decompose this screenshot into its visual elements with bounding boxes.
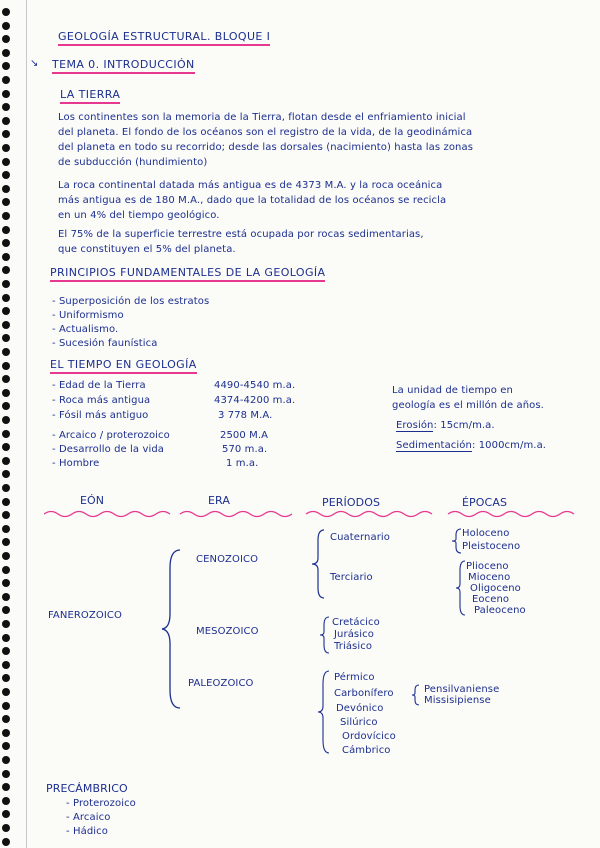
tiempo-row-value: 1 m.a. [226,458,259,469]
mesozoico-brace [318,616,332,654]
scale-header-epocas: ÉPOCAS [462,496,508,509]
scale-header-eon: EÓN [80,494,105,507]
la-tierra-p1-line4: de subducción (hundimiento) [58,157,208,168]
binder-hole [2,348,10,356]
binder-hole [2,62,10,70]
binder-hole [2,457,10,465]
epoca-item: Pleistoceno [462,541,521,552]
binder-hole [2,443,10,451]
carbonifero-sub: Missisipiense [424,695,491,706]
la-tierra-p3-line2: que constituyen el 5% del planeta. [58,244,236,255]
binder-hole [2,729,10,737]
paleozoico-brace [316,670,332,754]
tiempo-row-label: - Roca más antigua [52,395,151,406]
binder-hole [2,362,10,370]
erosion-rate: Erosión: 15cm/m.a. [396,420,495,431]
binder-hole [2,688,10,696]
binder-hole [2,22,10,30]
principio-item: - Actualismo. [52,324,119,335]
tiempo-row-label: - Edad de la Tierra [52,380,146,391]
binder-hole [2,416,10,424]
binder-hole [2,593,10,601]
binder-hole [2,674,10,682]
eon-fanerozoico: FANEROZOICO [48,610,122,621]
binder-hole [2,702,10,710]
la-tierra-p1-line1: Los continentes son la memoria de la Tierra, flotan desde el enfriamiento inicial [58,112,466,123]
binder-hole [2,280,10,288]
precambrico-item: - Proterozoico [66,798,136,809]
binder-holes [0,0,14,848]
binder-hole [2,783,10,791]
binder-hole [2,307,10,315]
binder-hole [2,239,10,247]
cenozoico-brace [310,528,328,600]
la-tierra-heading: LA TIERRA [60,88,120,101]
binder-hole [2,103,10,111]
precambrico-heading: PRECÁMBRICO [46,782,128,795]
binder-hole [2,715,10,723]
la-tierra-p2-line1: La roca continental datada más antigua es de 4373 M.A. y la roca oceánica [58,180,443,191]
arrow-mark-icon: ↘ [30,58,39,69]
periodo-cuaternario: Cuaternario [330,532,391,543]
binder-hole [2,824,10,832]
binder-hole [2,402,10,410]
carbonifero-brace [410,684,422,706]
binder-hole [2,770,10,778]
course-title: GEOLOGÍA ESTRUCTURAL. BLOQUE I [58,30,270,43]
binder-hole [2,661,10,669]
binder-hole [2,552,10,560]
principio-item: - Sucesión faunística [52,338,158,349]
binder-hole [2,647,10,655]
era-mesozoico: MESOZOICO [196,626,259,637]
binder-hole [2,253,10,261]
periodo-item: Triásico [334,641,373,652]
periodo-item: Cretácico [332,617,380,628]
binder-hole [2,130,10,138]
tiempo-heading: EL TIEMPO EN GEOLOGÍA [50,358,197,371]
binder-hole [2,266,10,274]
era-cenozoico: CENOZOICO [196,554,259,565]
binder-hole [2,35,10,43]
periodo-item: Silúrico [340,717,378,728]
binder-hole [2,198,10,206]
binder-hole [2,756,10,764]
periodo-item: Ordovícico [342,731,396,742]
binder-hole [2,538,10,546]
periodo-item: Cámbrico [342,745,391,756]
binder-hole [2,334,10,342]
la-tierra-p3-line1: El 75% de la superficie terrestre está ocupada por rocas sedimentarias, [58,229,424,240]
tiempo-row-value: 570 m.a. [222,444,268,455]
la-tierra-p1-line3: del planeta en todo su recorrido; desde las dorsales (nacimiento) hasta las zonas [58,142,474,153]
era-paleozoico: PALEOZOICO [188,678,254,689]
binder-hole [2,49,10,57]
epoca-item: Holoceno [462,528,510,539]
precambrico-item: - Hádico [66,826,108,837]
binder-hole [2,389,10,397]
periodo-item: Carbonífero [334,688,394,699]
binder-hole [2,158,10,166]
epoca-item: Paleoceno [474,605,526,616]
binder-hole [2,579,10,587]
epoca-item: Mioceno [468,572,511,583]
binder-hole [2,226,10,234]
la-tierra-p2-line3: en un 4% del tiempo geológico. [58,210,220,221]
carbonifero-sub: Pensilvaniense [424,684,500,695]
binder-hole [2,606,10,614]
fanerozoico-brace [160,548,184,710]
binder-hole [2,797,10,805]
binder-hole [2,185,10,193]
binder-hole [2,321,10,329]
binder-hole [2,90,10,98]
tiempo-row-value: 4490-4540 m.a. [214,380,296,391]
scale-header-periodos: PERÍODOS [322,496,381,509]
epoca-item: Eoceno [472,594,510,605]
binder-hole [2,117,10,125]
binder-hole [2,742,10,750]
binder-hole [2,838,10,846]
tiempo-note-line2: geología es el millón de años. [392,400,544,411]
tiempo-note-line1: La unidad de tiempo en [392,385,513,396]
principios-heading: PRINCIPIOS FUNDAMENTALES DE LA GEOLOGÍA [50,266,325,279]
binder-hole [2,810,10,818]
periodo-item: Pérmico [334,672,375,683]
principio-item: - Uniformismo [52,310,124,321]
sedimentacion-rate: Sedimentación: 1000cm/m.a. [396,440,547,451]
binder-hole [2,634,10,642]
binder-hole [2,484,10,492]
binder-hole [2,620,10,628]
la-tierra-p2-line2: más antigua es de 180 M.A., dado que la totalidad de los océanos se recicla [58,195,447,206]
la-tierra-p1-line2: del planeta. El fondo de los océanos son el registro de la vida, de la geodinámica [58,127,473,138]
binder-hole [2,76,10,84]
binder-hole [2,430,10,438]
periodo-terciario: Terciario [330,572,373,583]
periodo-item: Jurásico [334,629,374,640]
periodo-item: Devónico [336,703,384,714]
binder-hole [2,294,10,302]
margin-line [26,0,27,848]
tiempo-row-label: - Hombre [52,458,100,469]
tiempo-row-value: 3 778 M.A. [218,410,273,421]
binder-hole [2,212,10,220]
tiempo-row-value: 4374-4200 m.a. [214,395,296,406]
binder-hole [2,171,10,179]
binder-hole [2,498,10,506]
tiempo-row-label: - Arcaico / proterozoico [52,430,170,441]
binder-hole [2,511,10,519]
epoca-item: Plioceno [466,561,509,572]
principio-item: - Superposición de los estratos [52,296,210,307]
topic-title: TEMA 0. INTRODUCCIÓN [52,58,195,71]
tiempo-row-label: - Desarrollo de la vida [52,444,165,455]
binder-hole [2,8,10,16]
binder-hole [2,375,10,383]
binder-hole [2,144,10,152]
binder-hole [2,566,10,574]
epoca-item: Oligoceno [470,583,521,594]
tiempo-row-label: - Fósil más antiguo [52,410,149,421]
scale-header-underline [44,508,584,520]
binder-hole [2,470,10,478]
scale-header-era: ERA [208,494,230,507]
binder-hole [2,525,10,533]
precambrico-item: - Arcaico [66,812,111,823]
tiempo-row-value: 2500 M.A [220,430,269,441]
